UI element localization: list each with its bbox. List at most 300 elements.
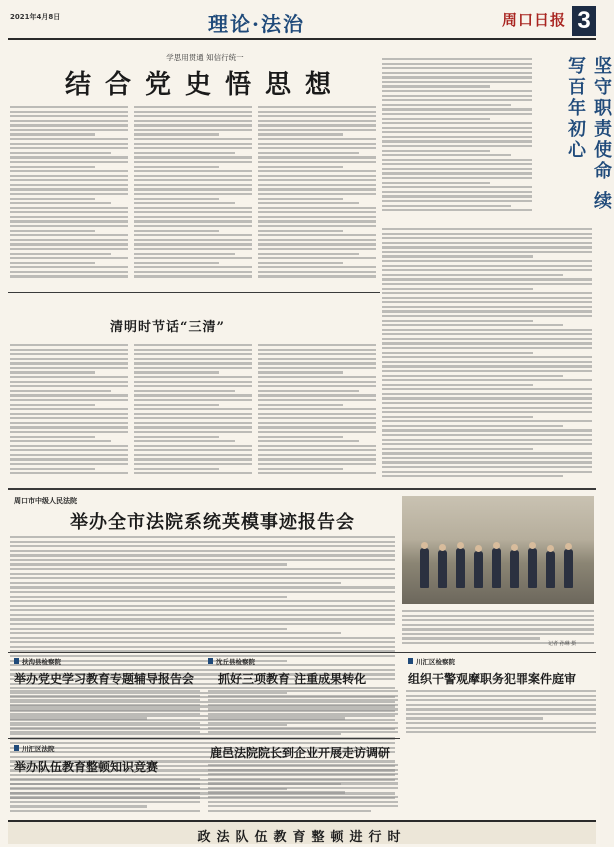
- lead-title: 结合党史悟思想: [64, 70, 345, 100]
- text-line: [10, 801, 200, 803]
- text-line: [134, 124, 252, 126]
- text-line: [382, 104, 511, 106]
- text-line: [402, 619, 594, 621]
- text-line: [382, 416, 533, 418]
- text-line: [382, 315, 592, 317]
- text-line: [258, 413, 376, 415]
- text-line: [406, 727, 596, 729]
- text-line: [406, 695, 596, 697]
- text-line: [382, 388, 592, 390]
- text-line: [10, 628, 287, 630]
- text-line: [208, 791, 345, 793]
- text-line: [10, 655, 395, 657]
- text-line: [258, 230, 343, 232]
- text-line: [208, 699, 398, 701]
- person-figure: [474, 551, 483, 588]
- side-column-1: [382, 58, 532, 214]
- text-line: [10, 198, 95, 200]
- text-line: [382, 342, 592, 344]
- text-line: [382, 452, 592, 454]
- text-line: [258, 124, 376, 126]
- brief-org: 扶沟县检察院: [14, 657, 61, 666]
- text-line: [382, 306, 592, 308]
- text-line: [10, 399, 128, 401]
- text-line: [258, 184, 376, 186]
- text-line: [10, 193, 128, 195]
- text-line: [382, 384, 533, 386]
- text-line: [10, 262, 95, 264]
- text-line: [258, 120, 376, 122]
- text-line: [382, 420, 592, 422]
- lead-column-3: [258, 106, 376, 280]
- text-line: [134, 381, 252, 383]
- text-line: [258, 248, 376, 250]
- text-line: [10, 422, 128, 424]
- text-line: [258, 436, 343, 438]
- text-line: [208, 708, 398, 710]
- text-line: [208, 773, 398, 775]
- text-line: [10, 783, 200, 785]
- text-line: [258, 234, 376, 236]
- text-line: [10, 708, 200, 710]
- side-title: 坚守职责使命 续写百年初心: [565, 56, 612, 213]
- text-line: [134, 175, 252, 177]
- text-line: [382, 233, 592, 235]
- text-line: [10, 408, 128, 410]
- text-line: [382, 338, 592, 340]
- text-line: [134, 353, 252, 355]
- text-line: [10, 792, 200, 794]
- text-line: [406, 708, 596, 710]
- text-line: [10, 367, 128, 369]
- text-line: [382, 76, 532, 78]
- text-line: [258, 129, 376, 131]
- text-line: [10, 463, 128, 465]
- text-line: [134, 271, 252, 273]
- person-figure: [456, 548, 465, 588]
- text-line: [382, 397, 592, 399]
- text-line: [10, 805, 147, 807]
- text-line: [402, 610, 594, 612]
- text-line: [10, 727, 200, 729]
- text-line: [208, 778, 398, 780]
- text-line: [208, 805, 398, 807]
- text-line: [134, 449, 252, 451]
- text-line: [10, 722, 200, 724]
- text-line: [208, 690, 398, 692]
- text-line: [10, 115, 128, 117]
- brief-org: 川汇区法院: [14, 744, 55, 753]
- person-figure: [528, 548, 537, 588]
- text-line: [382, 127, 532, 129]
- text-line: [134, 275, 252, 277]
- text-line: [208, 787, 398, 789]
- text-line: [258, 266, 376, 268]
- text-line: [10, 106, 128, 108]
- text-line: [10, 449, 128, 451]
- text-line: [10, 133, 95, 135]
- text-line: [382, 260, 592, 262]
- text-line: [134, 362, 252, 364]
- text-line: [382, 131, 532, 133]
- text-line: [258, 394, 376, 396]
- text-line: [134, 371, 219, 373]
- text-line: [10, 129, 128, 131]
- lead-kicker: 学思用贯通 知信行统一: [166, 53, 244, 62]
- text-line: [258, 170, 376, 172]
- text-line: [10, 536, 395, 538]
- text-line: [134, 161, 252, 163]
- text-line: [134, 436, 219, 438]
- text-line: [10, 253, 111, 255]
- text-line: [382, 95, 532, 97]
- text-line: [10, 600, 395, 602]
- text-line: [134, 198, 219, 200]
- text-line: [258, 458, 376, 460]
- text-line: [406, 713, 596, 715]
- text-line: [258, 385, 376, 387]
- text-line: [10, 472, 128, 474]
- text-line: [258, 202, 359, 204]
- text-line: [402, 633, 594, 635]
- text-line: [258, 166, 343, 168]
- text-line: [258, 431, 376, 433]
- text-line: [382, 329, 592, 331]
- brief-title: 鹿邑法院院长到企业开展走访调研: [210, 746, 391, 760]
- text-line: [134, 202, 235, 204]
- text-line: [134, 408, 252, 410]
- text-line: [258, 111, 376, 113]
- brief-body: [406, 690, 596, 736]
- text-line: [134, 422, 252, 424]
- text-line: [10, 796, 200, 798]
- text-line: [382, 402, 592, 404]
- text-line: [382, 63, 532, 65]
- person-figure: [438, 550, 447, 588]
- person-figure: [510, 550, 519, 588]
- text-line: [258, 390, 359, 392]
- text-line: [10, 618, 395, 620]
- text-line: [134, 376, 252, 378]
- text-line: [382, 411, 592, 413]
- text-line: [382, 90, 532, 92]
- page-header: [8, 4, 596, 40]
- text-line: [258, 143, 376, 145]
- text-line: [382, 269, 592, 271]
- text-line: [382, 209, 532, 211]
- text-line: [10, 147, 128, 149]
- text-line: [382, 168, 532, 170]
- text-line: [382, 425, 563, 427]
- text-line: [382, 118, 490, 120]
- text-line: [258, 147, 376, 149]
- brief-body: [10, 778, 200, 815]
- text-line: [402, 637, 540, 639]
- text-line: [10, 541, 395, 543]
- text-line: [258, 133, 343, 135]
- text-line: [10, 545, 395, 547]
- text-line: [382, 365, 592, 367]
- text-line: [134, 207, 252, 209]
- text-line: [10, 787, 200, 789]
- court-title: 举办全市法院系统英模事迹报告会: [70, 512, 355, 533]
- text-line: [258, 371, 343, 373]
- person-figure: [492, 548, 501, 588]
- text-line: [382, 72, 532, 74]
- text-line: [382, 461, 592, 463]
- text-line: [134, 385, 252, 387]
- text-line: [10, 225, 128, 227]
- issue-date: 2021年4月8日: [10, 13, 61, 21]
- divider: [8, 652, 596, 653]
- text-line: [10, 468, 95, 470]
- text-line: [10, 632, 341, 634]
- text-line: [10, 413, 128, 415]
- second-column-2: [134, 344, 252, 477]
- text-line: [258, 271, 376, 273]
- text-line: [402, 624, 594, 626]
- text-line: [258, 472, 376, 474]
- brief-org: 川汇区检察院: [408, 657, 455, 666]
- brief-body: [10, 690, 200, 736]
- text-line: [10, 161, 128, 163]
- text-line: [258, 262, 343, 264]
- newspaper-logo: 周口日报: [502, 11, 567, 29]
- text-line: [382, 58, 532, 60]
- text-line: [406, 699, 596, 701]
- text-line: [258, 417, 376, 419]
- text-line: [134, 147, 252, 149]
- text-line: [258, 193, 376, 195]
- text-line: [258, 353, 376, 355]
- text-line: [134, 399, 252, 401]
- text-line: [382, 136, 532, 138]
- text-line: [258, 106, 376, 108]
- person-figure: [420, 548, 429, 588]
- text-line: [134, 445, 252, 447]
- brief-title: 举办队伍教育整顿知识竞赛: [14, 760, 159, 774]
- text-line: [208, 782, 398, 784]
- text-line: [134, 266, 252, 268]
- text-line: [10, 385, 128, 387]
- second-title: 清明时节话“三清”: [110, 320, 225, 335]
- text-line: [208, 722, 398, 724]
- text-line: [10, 458, 128, 460]
- text-line: [382, 301, 592, 303]
- text-line: [10, 440, 111, 442]
- text-line: [258, 115, 376, 117]
- text-line: [382, 99, 532, 101]
- text-line: [382, 352, 533, 354]
- text-line: [10, 138, 128, 140]
- text-line: [10, 573, 395, 575]
- text-line: [10, 778, 200, 780]
- text-line: [382, 85, 490, 87]
- text-line: [382, 265, 592, 267]
- lead-column-2: [134, 106, 252, 280]
- text-line: [382, 429, 592, 431]
- text-line: [134, 239, 252, 241]
- text-line: [382, 154, 511, 156]
- text-line: [10, 271, 128, 273]
- text-line: [134, 417, 252, 419]
- text-line: [134, 220, 252, 222]
- text-line: [10, 207, 128, 209]
- text-line: [134, 472, 252, 474]
- text-line: [258, 426, 376, 428]
- text-line: [10, 394, 128, 396]
- text-line: [382, 448, 533, 450]
- text-line: [10, 591, 395, 593]
- text-line: [10, 568, 395, 570]
- text-line: [10, 166, 95, 168]
- text-line: [10, 695, 200, 697]
- text-line: [10, 353, 128, 355]
- text-line: [134, 211, 252, 213]
- photo-credit: 记者 孙琳 摄: [548, 641, 577, 647]
- text-line: [10, 216, 128, 218]
- text-line: [208, 704, 398, 706]
- text-line: [208, 810, 371, 812]
- text-line: [10, 609, 395, 611]
- text-line: [10, 731, 200, 733]
- text-line: [134, 179, 252, 181]
- text-line: [134, 115, 252, 117]
- text-line: [10, 156, 128, 158]
- text-line: [134, 184, 252, 186]
- text-line: [382, 393, 592, 395]
- text-line: [258, 161, 376, 163]
- text-line: [134, 170, 252, 172]
- text-line: [258, 463, 376, 465]
- text-line: [382, 191, 532, 193]
- text-line: [134, 458, 252, 460]
- text-line: [382, 292, 592, 294]
- text-line: [258, 344, 376, 346]
- text-line: [406, 731, 596, 733]
- text-line: [10, 687, 395, 689]
- text-line: [258, 220, 376, 222]
- text-line: [258, 404, 343, 406]
- text-line: [10, 713, 200, 715]
- text-line: [382, 255, 533, 257]
- text-line: [258, 253, 359, 255]
- text-line: [134, 243, 252, 245]
- text-line: [10, 605, 395, 607]
- text-line: [258, 358, 376, 360]
- brief-title: 举办党史学习教育专题辅导报告会: [14, 672, 195, 686]
- text-line: [10, 248, 128, 250]
- text-line: [10, 690, 200, 692]
- text-line: [10, 417, 128, 419]
- text-line: [406, 717, 543, 719]
- text-line: [258, 468, 343, 470]
- divider: [8, 292, 380, 293]
- text-line: [382, 347, 592, 349]
- text-line: [382, 246, 592, 248]
- text-line: [258, 367, 376, 369]
- text-line: [382, 150, 490, 152]
- text-line: [208, 695, 398, 697]
- text-line: [10, 111, 128, 113]
- text-line: [10, 120, 128, 122]
- text-line: [10, 381, 128, 383]
- text-line: [134, 257, 252, 259]
- text-line: [10, 234, 128, 236]
- text-line: [134, 262, 219, 264]
- text-line: [258, 138, 376, 140]
- text-line: [10, 717, 147, 719]
- text-line: [10, 454, 128, 456]
- text-line: [134, 367, 252, 369]
- text-line: [134, 143, 252, 145]
- text-line: [258, 440, 359, 442]
- text-line: [382, 195, 532, 197]
- text-line: [406, 722, 596, 724]
- text-line: [10, 699, 200, 701]
- brief-title: 组织干警观摩职务犯罪案件庭审: [408, 672, 577, 686]
- text-line: [382, 434, 592, 436]
- text-line: [258, 257, 376, 259]
- second-column-1: [10, 344, 128, 477]
- text-line: [134, 166, 219, 168]
- text-line: [382, 361, 592, 363]
- text-line: [10, 614, 395, 616]
- text-line: [258, 449, 376, 451]
- text-line: [10, 211, 128, 213]
- court-kicker: 周口市中级人民法院: [14, 497, 77, 505]
- text-line: [134, 440, 235, 442]
- text-line: [134, 344, 252, 346]
- text-line: [382, 407, 592, 409]
- text-line: [134, 349, 252, 351]
- text-line: [258, 198, 343, 200]
- text-line: [10, 349, 128, 351]
- text-line: [208, 717, 345, 719]
- text-line: [258, 399, 376, 401]
- text-line: [258, 179, 376, 181]
- text-line: [382, 205, 511, 207]
- text-line: [382, 140, 532, 142]
- text-line: [10, 586, 395, 588]
- text-line: [10, 275, 128, 277]
- text-line: [382, 439, 592, 441]
- text-line: [382, 274, 563, 276]
- text-line: [382, 278, 592, 280]
- text-line: [258, 349, 376, 351]
- text-line: [134, 454, 252, 456]
- text-line: [382, 320, 533, 322]
- text-line: [382, 466, 592, 468]
- text-line: [10, 257, 128, 259]
- text-line: [406, 690, 596, 692]
- text-line: [10, 637, 395, 639]
- text-line: [10, 563, 287, 565]
- text-line: [134, 468, 219, 470]
- text-line: [208, 801, 398, 803]
- brief-org: 沈丘县检察院: [208, 657, 255, 666]
- text-line: [134, 225, 252, 227]
- text-line: [208, 713, 398, 715]
- text-line: [406, 704, 596, 706]
- footer-banner: [8, 820, 596, 844]
- text-line: [10, 577, 395, 579]
- text-line: [258, 175, 376, 177]
- text-line: [382, 182, 490, 184]
- text-line: [10, 220, 128, 222]
- text-line: [382, 145, 532, 147]
- text-line: [10, 390, 111, 392]
